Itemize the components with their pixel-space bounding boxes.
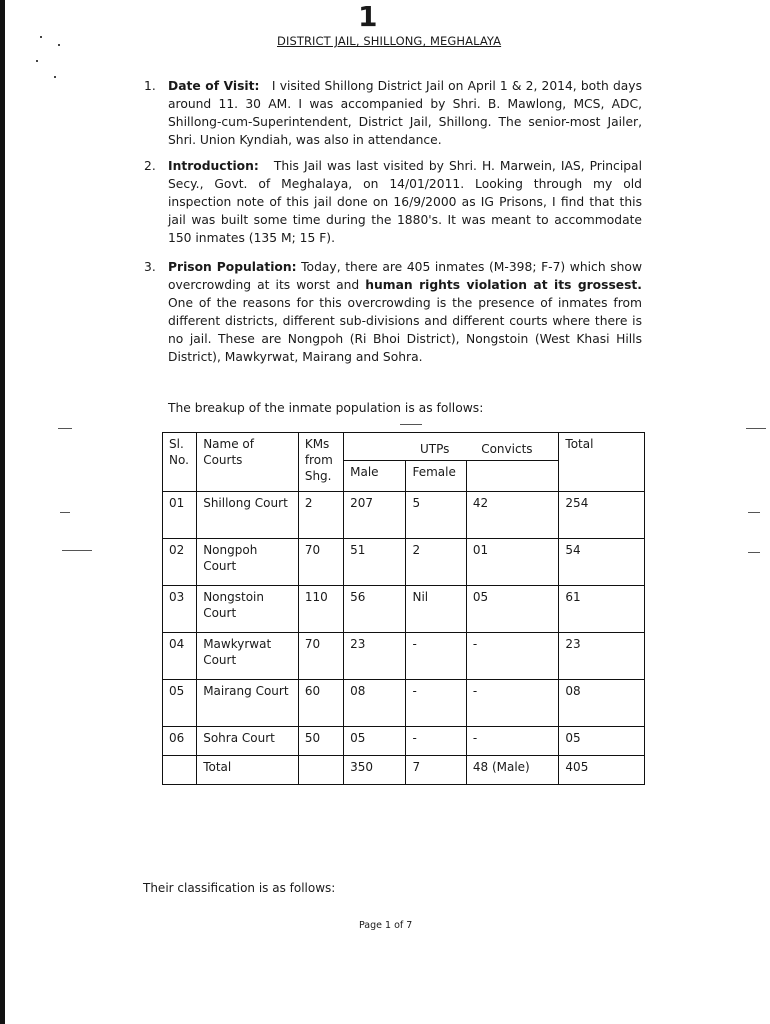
cell-court: Nongstoin Court: [197, 586, 299, 633]
cell-female: -: [406, 633, 466, 680]
document-title: DISTRICT JAIL, SHILLONG, MEGHALAYA: [277, 34, 502, 48]
cell-sl: 02: [163, 539, 197, 586]
header-utps: UTPs: [419, 442, 450, 456]
scan-speck: [62, 550, 92, 551]
page-footer: Page 1 of 7: [359, 920, 413, 931]
scan-speck: [748, 512, 760, 513]
section-emphasis: human rights violation at its grossest.: [365, 278, 642, 292]
cell-total-label: Total: [197, 756, 299, 785]
section-date-of-visit: [144, 77, 642, 149]
cell-court: Sohra Court: [197, 727, 299, 756]
scan-speck: [58, 44, 60, 46]
classification-intro: Their classification is as follows:: [143, 881, 336, 895]
section-heading: Prison Population:: [168, 260, 297, 274]
scan-speck: [54, 76, 56, 78]
section-heading: Date of Visit:: [168, 79, 260, 93]
cell-grand-total: 405: [559, 756, 645, 785]
cell-convicts: 05: [466, 586, 559, 633]
section-heading: Introduction:: [168, 159, 259, 173]
table-total-row: [163, 756, 645, 785]
scan-speck: [60, 512, 70, 513]
section-text: One of the reasons for this overcrowding is the presence of inmates from different districts, different sub-divisions and different courts where there is no jail. These are Nongpoh (Ri Bhoi District), Nongstoin (West Khasi Hills District), Mawkyrwat, Mairang and Sohra.: [168, 296, 642, 364]
cell-sl: 05: [163, 680, 197, 727]
header-court-name: [197, 433, 299, 492]
cell-convicts: 42: [466, 492, 559, 539]
cell-court: Mairang Court: [197, 680, 299, 727]
cell-sl: 06: [163, 727, 197, 756]
table-row: [163, 492, 645, 539]
header-courts: Courts: [203, 453, 243, 467]
inmate-breakup-table: [162, 432, 645, 785]
breakup-intro: The breakup of the inmate population is as follows:: [168, 401, 484, 415]
scan-speck: [746, 428, 766, 429]
table-row: [163, 633, 645, 680]
handwritten-page-number: 1: [358, 0, 378, 33]
scan-speck: [58, 428, 72, 429]
cell-court: Mawkyrwat Court: [197, 633, 299, 680]
scan-speck: [748, 552, 760, 553]
table-row: [163, 727, 645, 756]
cell-convicts: -: [466, 727, 559, 756]
header-convicts: Convicts: [481, 442, 533, 456]
cell-female: Nil: [406, 586, 466, 633]
table-row: [163, 539, 645, 586]
section-number: 1.: [144, 79, 156, 93]
table-row: [163, 586, 645, 633]
section-number: 2.: [144, 159, 156, 173]
header-utps-convicts: [344, 433, 559, 461]
header-male: Male: [344, 461, 406, 492]
table-row: [163, 680, 645, 727]
cell-total: 05: [559, 727, 645, 756]
cell-total: 23: [559, 633, 645, 680]
section-introduction: [144, 157, 642, 247]
cell-sl: 03: [163, 586, 197, 633]
cell-sl: 04: [163, 633, 197, 680]
cell-male: 56: [344, 586, 406, 633]
table-header-row: [163, 433, 645, 461]
cell-convicts: -: [466, 680, 559, 727]
header-convicts-blank: [466, 461, 559, 492]
cell-convicts: 01: [466, 539, 559, 586]
header-total: Total: [559, 433, 645, 492]
header-name-of: Name of: [203, 437, 254, 451]
section-text: Today, there are 405 inmates (M-398; F-7) which show overcrowding at its worst and: [168, 260, 642, 292]
cell-female: -: [406, 727, 466, 756]
cell-total-male: 350: [344, 756, 406, 785]
section-number: 3.: [144, 260, 156, 274]
cell-kms: 2: [298, 492, 343, 539]
cell-kms: 70: [298, 539, 343, 586]
cell-convicts: -: [466, 633, 559, 680]
cell-female: 5: [406, 492, 466, 539]
scan-edge-bar: [0, 0, 5, 1024]
cell-sl-blank: [163, 756, 197, 785]
cell-kms: 60: [298, 680, 343, 727]
section-text: I visited Shillong District Jail on April 1 & 2, 2014, both days around 11. 30 AM. I was accompanied by Shri. B. Mawlong, MCS, ADC, Shillong-cum-Superintendent, District Jail, Shillong. The senior-most Jailer, Shri. Union Kyndiah, was also in attendance.: [168, 79, 642, 147]
cell-male: 08: [344, 680, 406, 727]
cell-total: 61: [559, 586, 645, 633]
cell-total: 54: [559, 539, 645, 586]
section-text: This Jail was last visited by Shri. H. Marwein, IAS, Principal Secy., Govt. of Meghalaya, on 14/01/2011. Looking through my old inspection note of this jail done on 16/9/2000 as IG Prisons, I find that this jail was built some time during the 1880's. It was meant to accommodate 150 inmates (135 M; 15 F).: [168, 159, 642, 245]
cell-female: 2: [406, 539, 466, 586]
cell-kms: 110: [298, 586, 343, 633]
cell-kms-blank: [298, 756, 343, 785]
cell-total: 08: [559, 680, 645, 727]
scan-speck: [36, 60, 38, 62]
cell-total-convicts: 48 (Male): [466, 756, 559, 785]
header-sl-no: Sl. No.: [163, 433, 197, 492]
cell-male: 05: [344, 727, 406, 756]
cell-court: Nongpoh Court: [197, 539, 299, 586]
cell-total-female: 7: [406, 756, 466, 785]
cell-female: -: [406, 680, 466, 727]
cell-kms: 50: [298, 727, 343, 756]
scan-speck: [40, 36, 42, 38]
cell-male: 207: [344, 492, 406, 539]
section-prison-population: [144, 258, 642, 366]
cell-male: 23: [344, 633, 406, 680]
scan-speck: [400, 424, 422, 425]
cell-total: 254: [559, 492, 645, 539]
cell-male: 51: [344, 539, 406, 586]
cell-kms: 70: [298, 633, 343, 680]
cell-sl: 01: [163, 492, 197, 539]
header-kms: KMs from Shg.: [298, 433, 343, 492]
cell-court: Shillong Court: [197, 492, 299, 539]
header-female: Female: [406, 461, 466, 492]
